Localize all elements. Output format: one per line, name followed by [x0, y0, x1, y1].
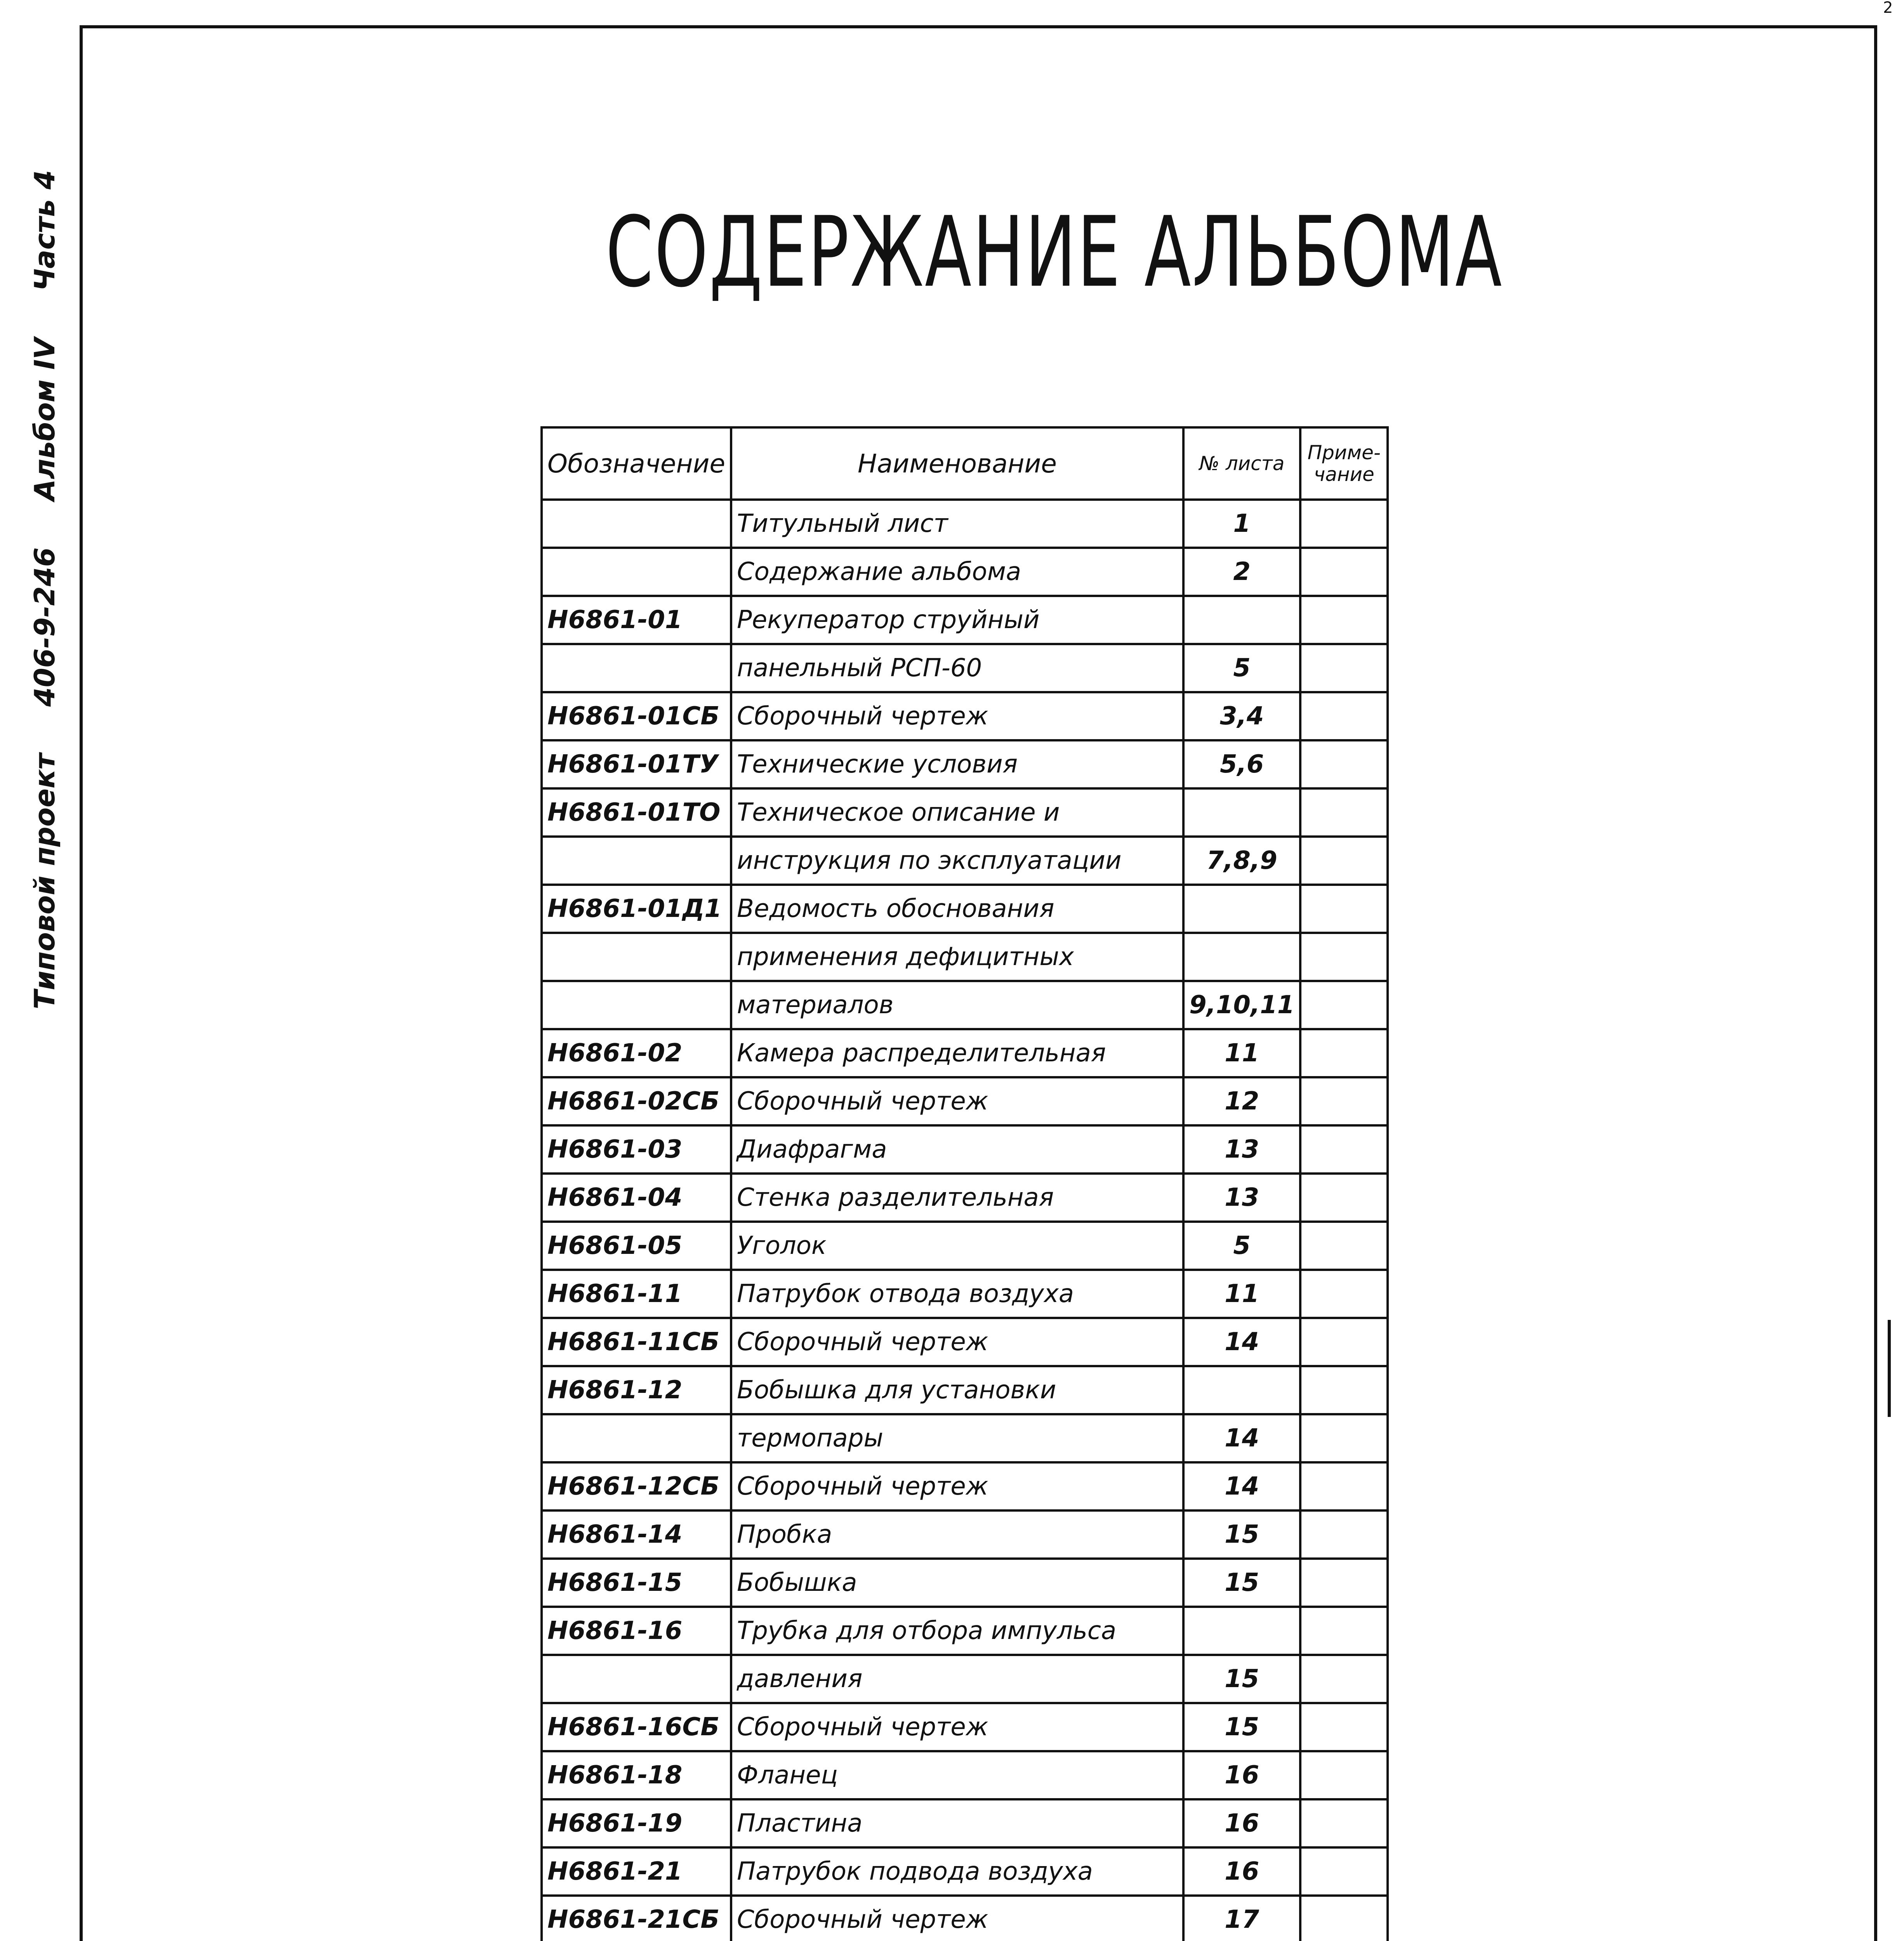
row-note — [1300, 1703, 1388, 1751]
row-sheet: 16 — [1183, 1799, 1300, 1847]
row-sheet: 11 — [1183, 1270, 1300, 1318]
table-row — [542, 596, 1388, 644]
row-code: Н6861-12 — [542, 1366, 731, 1414]
row-sheet: 1 — [1183, 500, 1300, 548]
row-code: Н6861-02СБ — [542, 1077, 731, 1125]
corner-mark: 2 — [1883, 0, 1893, 17]
row-name: Пластина — [731, 1799, 1183, 1847]
row-code: Н6861-01СБ — [542, 692, 731, 740]
row-sheet — [1183, 1366, 1300, 1414]
row-sheet: 16 — [1183, 1751, 1300, 1799]
row-note — [1300, 1270, 1388, 1318]
row-name: Технические условия — [731, 740, 1183, 788]
row-note — [1300, 1751, 1388, 1799]
table-row — [542, 692, 1388, 740]
row-note — [1300, 885, 1388, 933]
row-note — [1300, 644, 1388, 692]
row-note — [1300, 596, 1388, 644]
table-row — [542, 1799, 1388, 1847]
row-name: Патрубок подвода воздуха — [731, 1847, 1183, 1896]
row-name: Техническое описание и — [731, 788, 1183, 837]
contents-table — [540, 426, 1389, 1941]
row-code — [542, 837, 731, 885]
row-name: Титульный лист — [731, 500, 1183, 548]
table-row — [542, 933, 1388, 981]
side-album: Альбом IV — [28, 337, 61, 501]
row-code — [542, 981, 731, 1029]
page-title: СОДЕРЖАНИЕ АЛЬБОМА — [606, 196, 1503, 309]
table-row — [542, 1366, 1388, 1414]
row-sheet: 7,8,9 — [1183, 837, 1300, 885]
row-note — [1300, 788, 1388, 837]
row-code: Н6861-01ТУ — [542, 740, 731, 788]
row-note — [1300, 1414, 1388, 1462]
row-sheet — [1183, 596, 1300, 644]
row-note — [1300, 1174, 1388, 1222]
row-sheet: 17 — [1183, 1896, 1300, 1941]
row-sheet: 15 — [1183, 1559, 1300, 1607]
row-code: Н6861-04 — [542, 1174, 731, 1222]
row-note — [1300, 1029, 1388, 1077]
row-note — [1300, 1366, 1388, 1414]
row-note — [1300, 500, 1388, 548]
row-code: Н6861-01ТО — [542, 788, 731, 837]
row-sheet: 14 — [1183, 1318, 1300, 1366]
row-name: инструкция по эксплуатации — [731, 837, 1183, 885]
header-note: Приме-чание — [1300, 427, 1388, 500]
row-sheet: 5 — [1183, 644, 1300, 692]
table-row — [542, 1270, 1388, 1318]
header-sheet: № листа — [1183, 427, 1300, 500]
row-sheet: 16 — [1183, 1847, 1300, 1896]
row-name: Содержание альбома — [731, 548, 1183, 596]
table-row — [542, 1029, 1388, 1077]
row-code: Н6861-21СБ — [542, 1896, 731, 1941]
row-sheet: 14 — [1183, 1462, 1300, 1510]
table-row — [542, 1896, 1388, 1941]
table-row — [542, 981, 1388, 1029]
row-sheet: 15 — [1183, 1510, 1300, 1559]
row-name: Бобышка — [731, 1559, 1183, 1607]
row-note — [1300, 1222, 1388, 1270]
row-name: Сборочный чертеж — [731, 692, 1183, 740]
row-sheet: 13 — [1183, 1125, 1300, 1174]
table-row — [542, 1462, 1388, 1510]
row-name: Трубка для отбора импульса — [731, 1607, 1183, 1655]
row-code — [542, 500, 731, 548]
row-name: Сборочный чертеж — [731, 1896, 1183, 1941]
table-row — [542, 740, 1388, 788]
row-note — [1300, 1799, 1388, 1847]
side-label — [12, 39, 78, 1009]
row-sheet: 11 — [1183, 1029, 1300, 1077]
table-row — [542, 1607, 1388, 1655]
row-sheet: 15 — [1183, 1703, 1300, 1751]
row-name: Уголок — [731, 1222, 1183, 1270]
row-name: термопары — [731, 1414, 1183, 1462]
row-name: применения дефицитных — [731, 933, 1183, 981]
row-note — [1300, 1125, 1388, 1174]
row-code — [542, 933, 731, 981]
row-code: Н6861-03 — [542, 1125, 731, 1174]
row-code: Н6861-05 — [542, 1222, 731, 1270]
row-sheet: 12 — [1183, 1077, 1300, 1125]
row-name: Сборочный чертеж — [731, 1077, 1183, 1125]
row-note — [1300, 1510, 1388, 1559]
side-part: Часть 4 — [28, 170, 61, 291]
header-row — [542, 427, 1388, 500]
row-name: Патрубок отвода воздуха — [731, 1270, 1183, 1318]
row-code — [542, 644, 731, 692]
table-row — [542, 1222, 1388, 1270]
row-code: Н6861-01 — [542, 596, 731, 644]
row-note — [1300, 1847, 1388, 1896]
table-row — [542, 1847, 1388, 1896]
row-name: Пробка — [731, 1510, 1183, 1559]
row-code: Н6861-01Д1 — [542, 885, 731, 933]
row-code: Н6861-12СБ — [542, 1462, 731, 1510]
table-row — [542, 1174, 1388, 1222]
row-name: Камера распределительная — [731, 1029, 1183, 1077]
row-note — [1300, 740, 1388, 788]
row-code: Н6861-15 — [542, 1559, 731, 1607]
row-sheet: 9,10,11 — [1183, 981, 1300, 1029]
row-code — [542, 548, 731, 596]
row-code: Н6861-16 — [542, 1607, 731, 1655]
row-sheet — [1183, 933, 1300, 981]
table-row — [542, 1703, 1388, 1751]
table-row — [542, 788, 1388, 837]
row-name: Диафрагма — [731, 1125, 1183, 1174]
row-name: Ведомость обоснования — [731, 885, 1183, 933]
row-sheet — [1183, 1607, 1300, 1655]
row-note — [1300, 1559, 1388, 1607]
row-note — [1300, 837, 1388, 885]
row-name: Стенка разделительная — [731, 1174, 1183, 1222]
table-row — [542, 644, 1388, 692]
row-note — [1300, 1077, 1388, 1125]
table-row — [542, 1751, 1388, 1799]
row-sheet: 14 — [1183, 1414, 1300, 1462]
row-code: Н6861-18 — [542, 1751, 731, 1799]
header-designation: Обозначение — [542, 427, 731, 500]
row-code: Н6861-11 — [542, 1270, 731, 1318]
table-row — [542, 1318, 1388, 1366]
row-sheet: 15 — [1183, 1655, 1300, 1703]
row-sheet: 2 — [1183, 548, 1300, 596]
table-row — [542, 1655, 1388, 1703]
table-row — [542, 1414, 1388, 1462]
row-code: Н6861-14 — [542, 1510, 731, 1559]
row-code: Н6861-16СБ — [542, 1703, 731, 1751]
row-name: материалов — [731, 981, 1183, 1029]
table-row — [542, 1125, 1388, 1174]
row-code: Н6861-11СБ — [542, 1318, 731, 1366]
row-code — [542, 1414, 731, 1462]
row-name: Фланец — [731, 1751, 1183, 1799]
row-name: Рекуператор струйный — [731, 596, 1183, 644]
row-sheet: 5,6 — [1183, 740, 1300, 788]
row-name: панельный РСП-60 — [731, 644, 1183, 692]
row-name: Сборочный чертеж — [731, 1318, 1183, 1366]
row-note — [1300, 548, 1388, 596]
row-sheet — [1183, 885, 1300, 933]
table-row — [542, 500, 1388, 548]
table-row — [542, 1077, 1388, 1125]
row-sheet: 13 — [1183, 1174, 1300, 1222]
row-code: Н6861-02 — [542, 1029, 731, 1077]
table-row — [542, 1510, 1388, 1559]
row-note — [1300, 1655, 1388, 1703]
side-project: Типовой проект — [28, 753, 61, 1009]
row-name: Бобышка для установки — [731, 1366, 1183, 1414]
header-name: Наименование — [731, 427, 1183, 500]
row-name: давления — [731, 1655, 1183, 1703]
row-name: Сборочный чертеж — [731, 1462, 1183, 1510]
row-note — [1300, 1607, 1388, 1655]
row-note — [1300, 1318, 1388, 1366]
row-code: Н6861-19 — [542, 1799, 731, 1847]
edge-tick — [1888, 1320, 1891, 1417]
row-note — [1300, 981, 1388, 1029]
row-sheet: 5 — [1183, 1222, 1300, 1270]
row-note — [1300, 933, 1388, 981]
table-row — [542, 885, 1388, 933]
row-note — [1300, 692, 1388, 740]
row-note — [1300, 1896, 1388, 1941]
row-sheet: 3,4 — [1183, 692, 1300, 740]
row-sheet — [1183, 788, 1300, 837]
table-row — [542, 548, 1388, 596]
row-note — [1300, 1462, 1388, 1510]
row-code — [542, 1655, 731, 1703]
row-code: Н6861-21 — [542, 1847, 731, 1896]
row-name: Сборочный чертеж — [731, 1703, 1183, 1751]
table-row — [542, 1559, 1388, 1607]
table-row — [542, 837, 1388, 885]
side-number: 406-9-246 — [28, 547, 61, 707]
